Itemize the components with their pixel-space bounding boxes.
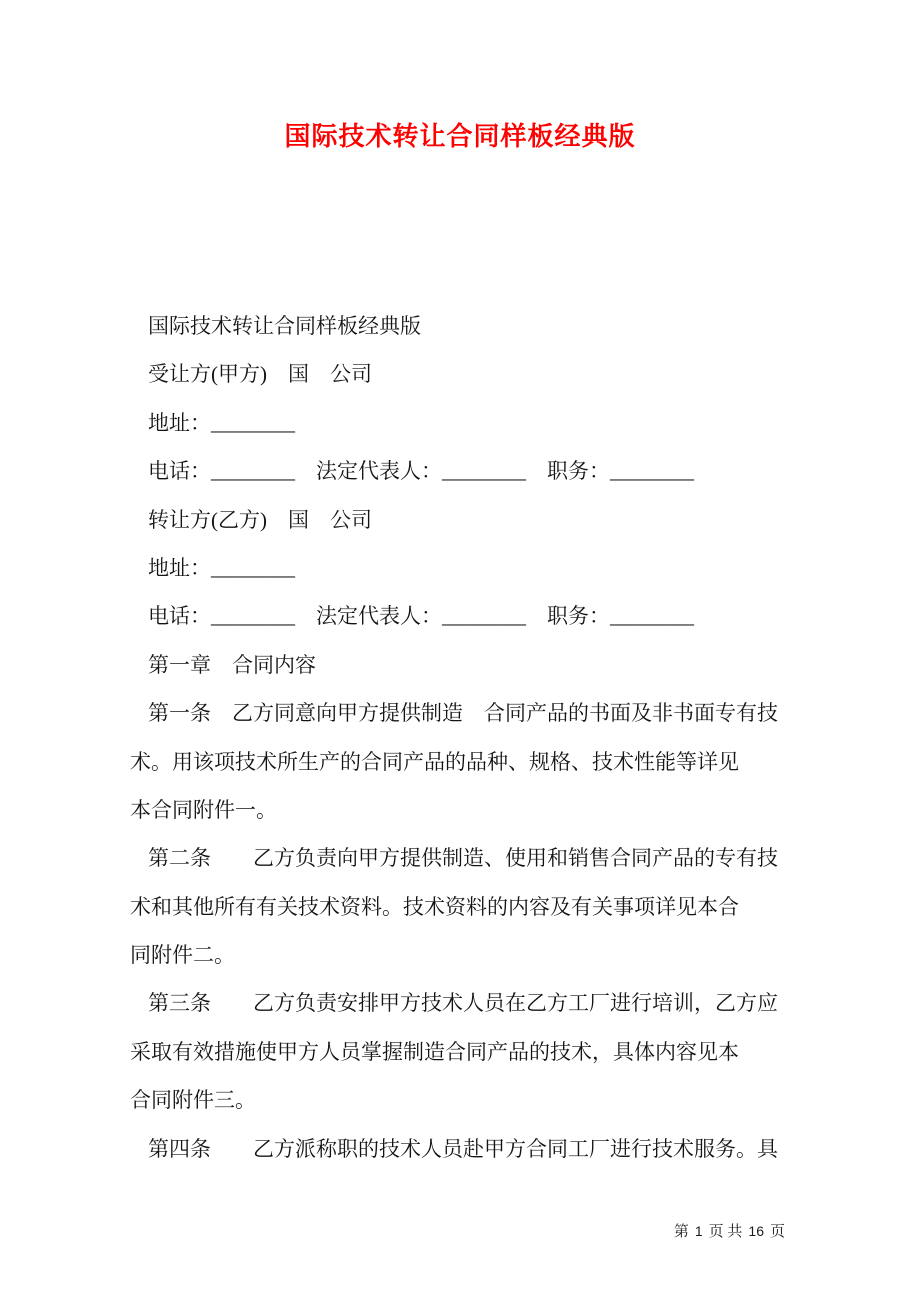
footer-total-pages: 16 [748, 1223, 764, 1239]
document-line-blank-field: 电话：________ 法定代表人：________ 职务：________ [148, 459, 694, 484]
document-line: 第一条 乙方同意向甲方提供制造 合同产品的书面及非书面专有技 [148, 701, 778, 726]
document-line-blank-field: 电话：________ 法定代表人：________ 职务：________ [148, 604, 694, 629]
footer-label: 页 共 [708, 1224, 743, 1240]
document-title: 国际技术转让合同样板经典版 [284, 122, 636, 151]
document-line: 第四条 乙方派称职的技术人员赴甲方合同工厂进行技术服务。具 [148, 1136, 778, 1161]
document-line-blank-field: 地址：________ [148, 410, 295, 435]
document-body [130, 302, 805, 1173]
chapter-heading: 第一章 合同内容 [148, 652, 316, 677]
document-line: 术。用该项技术所生产的合同产品的品种、规格、技术性能等详见 [130, 749, 739, 774]
document-line: 国际技术转让合同样板经典版 [148, 314, 421, 338]
document-line: 本合同附件一。 [130, 797, 277, 822]
footer-current-page: 1 [694, 1223, 703, 1239]
document-line: 受让方(甲方) 国 公司 [148, 362, 372, 387]
footer-label: 页 [769, 1224, 785, 1240]
document-line: 合同附件三。 [130, 1088, 256, 1113]
document-line: 第二条 乙方负责向甲方提供制造、使用和销售合同产品的专有技 [148, 846, 778, 871]
document-line: 转让方(乙方) 国 公司 [148, 507, 372, 532]
document-line: 第三条 乙方负责安排甲方技术人员在乙方工厂进行培训，乙方应 [148, 991, 778, 1016]
footer-label: 第 [673, 1224, 689, 1240]
document-line: 同附件二。 [130, 943, 235, 968]
document-line-blank-field: 地址：________ [148, 555, 295, 580]
document-line: 采取有效措施使甲方人员掌握制造合同产品的技术，具体内容见本 [130, 1039, 739, 1064]
page-footer [656, 1203, 788, 1258]
document-line: 术和其他所有有关技术资料。技术资料的内容及有关事项详见本合 [130, 894, 739, 919]
